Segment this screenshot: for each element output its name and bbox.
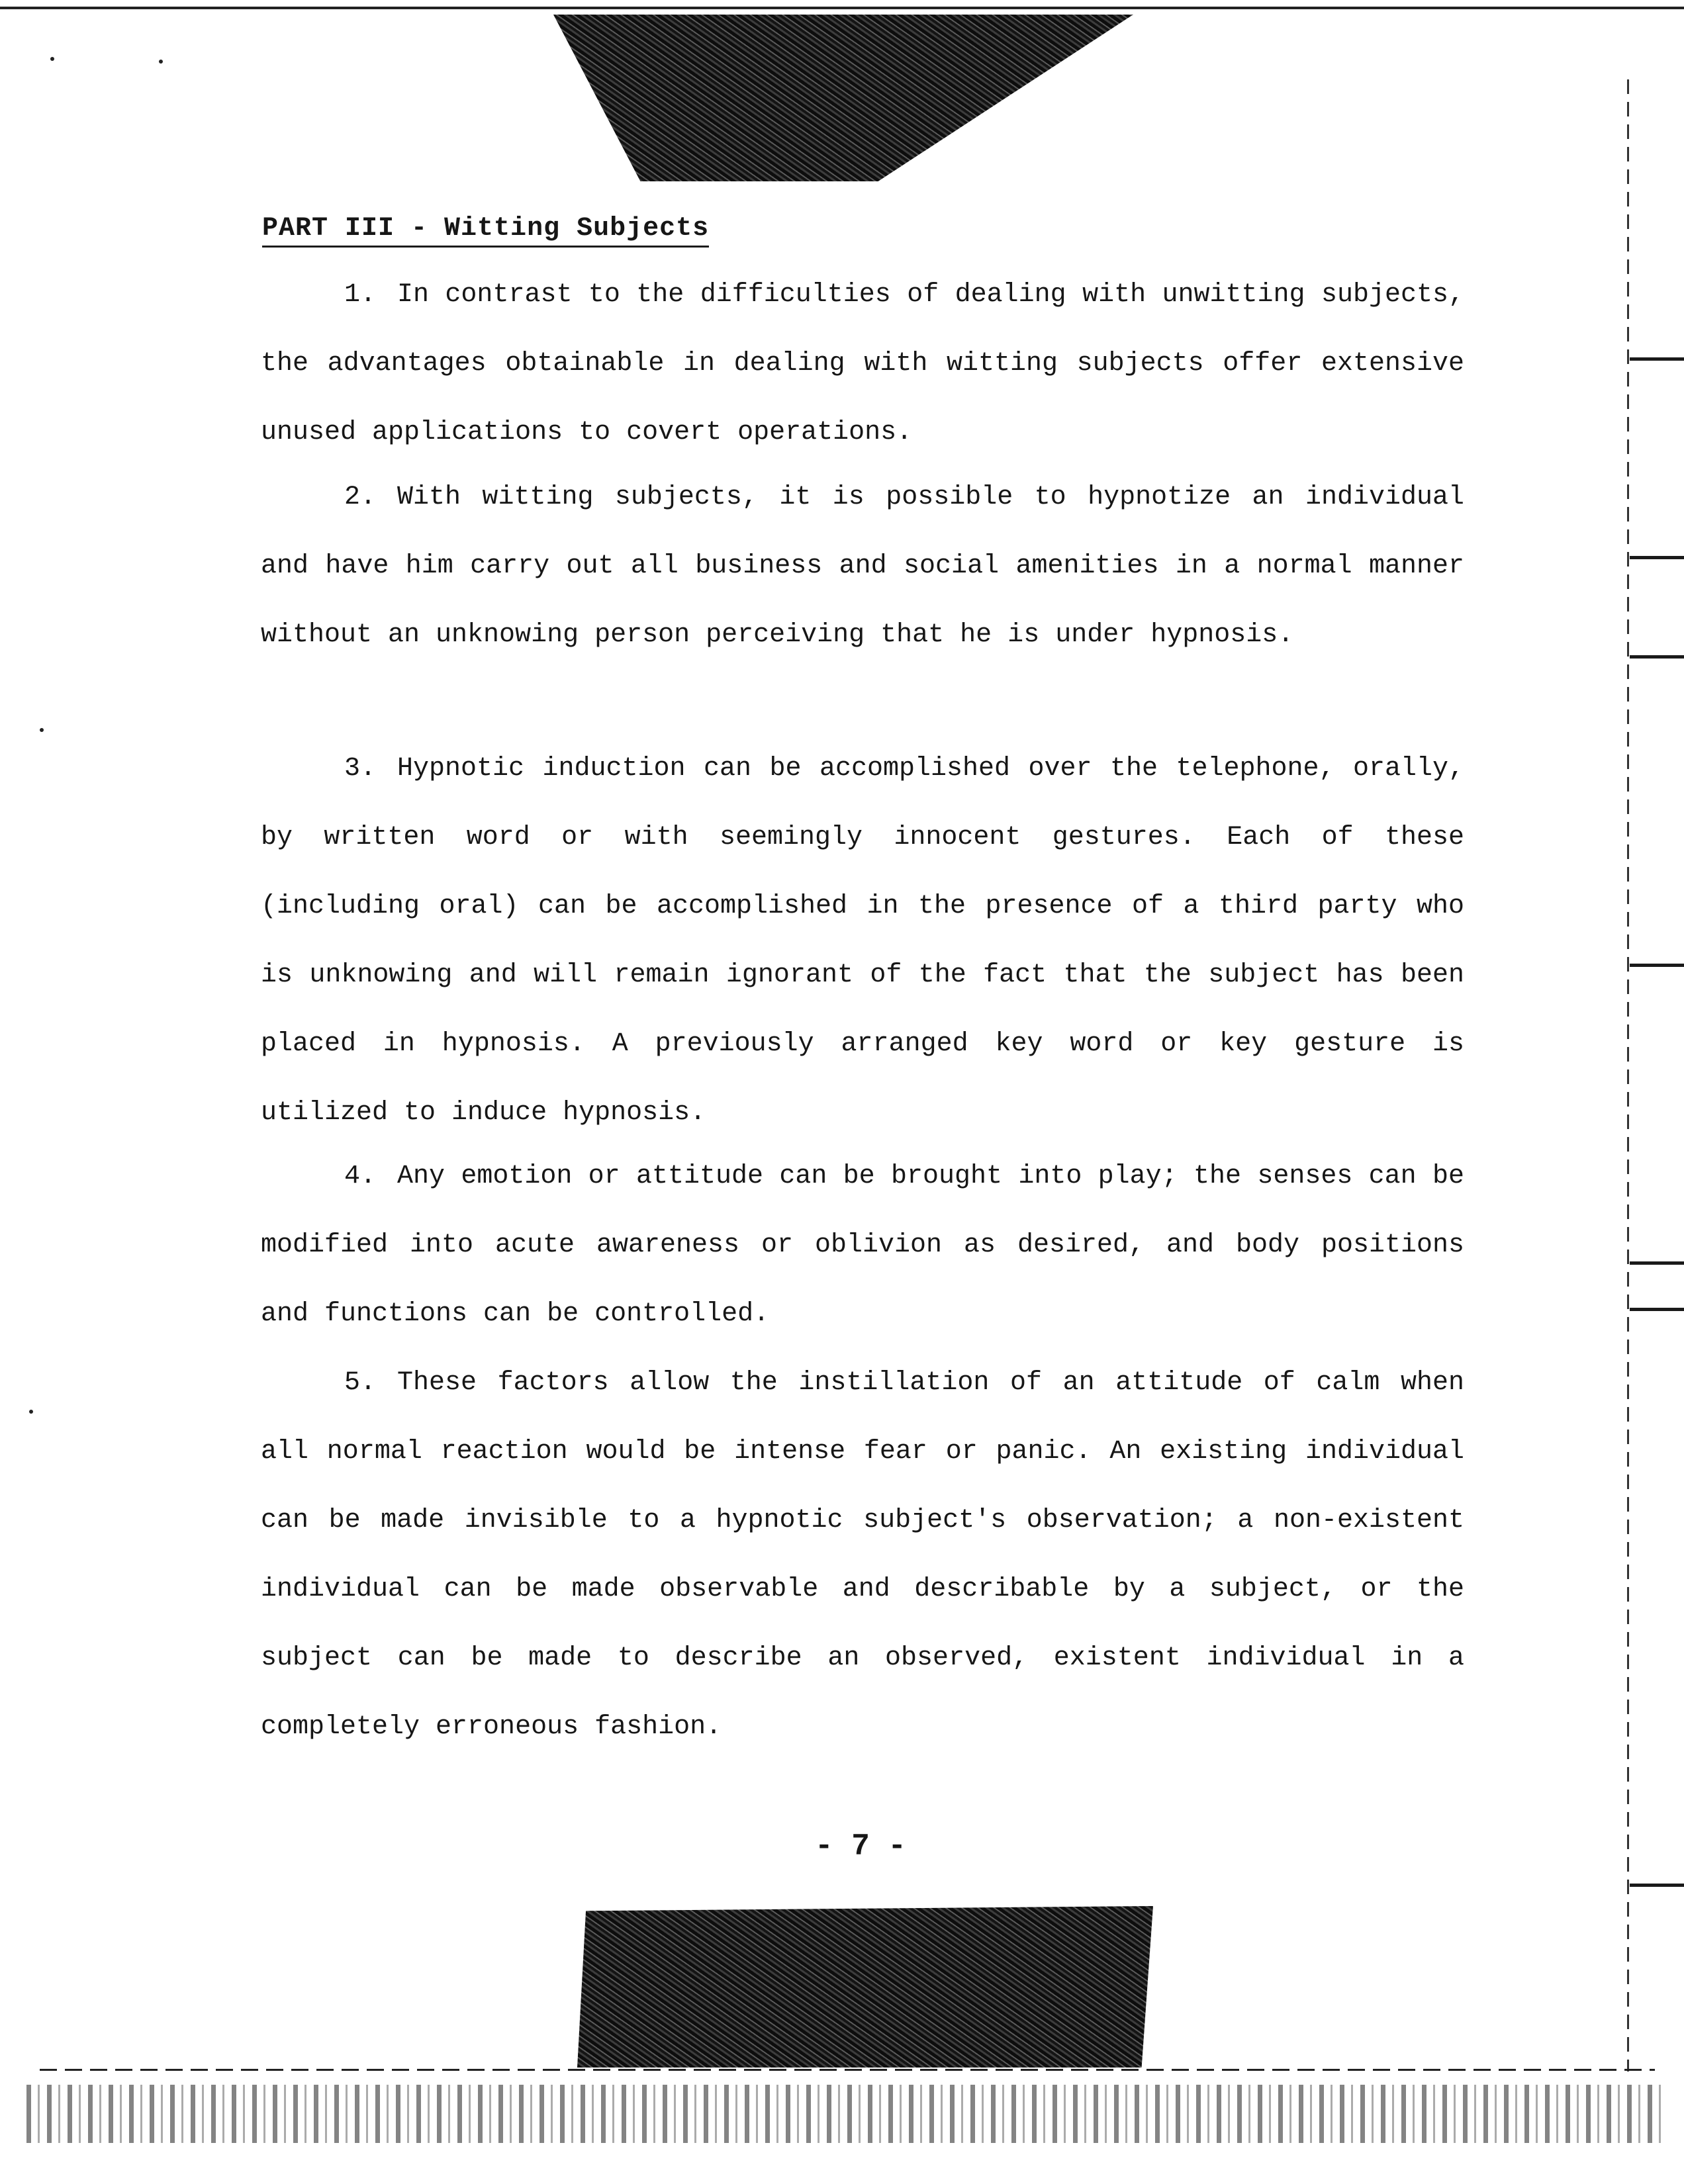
bottom-redaction-block: [577, 1906, 1153, 2068]
paragraph-1: [261, 261, 1464, 467]
paragraph-text: Any emotion or attitude can be brought into play; the senses can be modified into acute awareness or oblivion as desired, and body positions and functions can be controlled.: [261, 1161, 1464, 1329]
paragraph-3: [261, 735, 1464, 1148]
paragraph-number: 5.: [344, 1368, 377, 1398]
scan-speck: [40, 728, 44, 732]
right-margin-tick: [1630, 964, 1684, 967]
right-margin-tick: [1630, 357, 1684, 361]
bottom-scan-rule: [40, 2069, 1655, 2071]
scan-speck: [50, 57, 54, 61]
paragraph-4: [261, 1142, 1464, 1349]
paragraph-number: 3.: [344, 754, 377, 784]
right-margin-tick: [1630, 1261, 1684, 1265]
paragraph-5: [261, 1349, 1464, 1762]
paragraph-text: With witting subjects, it is possible to hypnotize an individual and have him carry out all business and social amenities in a normal manner without an unknowing person perceiving that he is under hypnosis.: [261, 482, 1464, 650]
paragraph-2: [261, 463, 1464, 670]
right-margin-tick: [1630, 1884, 1684, 1887]
bottom-scan-noise: [26, 2085, 1668, 2143]
page-number: - 7 -: [814, 1829, 907, 1864]
right-margin-tick: [1630, 1308, 1684, 1311]
paragraph-number: 4.: [344, 1161, 377, 1191]
top-redaction-block: [553, 15, 1133, 181]
paragraph-number: 2.: [344, 482, 377, 512]
scan-speck: [29, 1410, 33, 1414]
paragraph-text: In contrast to the difficulties of dealing with unwitting subjects, the advantages obtainable in dealing with witting subjects offer extensive unused applications to covert operations.: [261, 280, 1464, 447]
scan-speck: [159, 60, 163, 64]
top-scan-rule: [0, 7, 1684, 9]
paragraph-text: Hypnotic induction can be accomplished over the telephone, orally, by written word or with seemingly innocent gestures. Each of these (including oral) can be accomplished in the presence of a third party who is unknowing and will remain ignorant of the fact that the subject has been placed in hypnosis. A previously arranged key word or key gesture is utilized to induce hypnosis.: [261, 754, 1464, 1128]
right-margin-tick: [1630, 655, 1684, 659]
paragraph-text: These factors allow the instillation of an attitude of calm when all normal reaction would be intense fear or panic. An existing individual can be made invisible to a hypnotic subject's observation; a non-existent individual can be made observable and describable by a subject, or the subject can be made to describe an observed, existent individual in a completely erroneous fashion.: [261, 1368, 1464, 1742]
right-margin-tick: [1630, 556, 1684, 559]
section-heading: PART III - Witting Subjects: [262, 214, 709, 248]
paragraph-number: 1.: [344, 280, 377, 310]
right-margin-rule: [1627, 79, 1629, 2071]
